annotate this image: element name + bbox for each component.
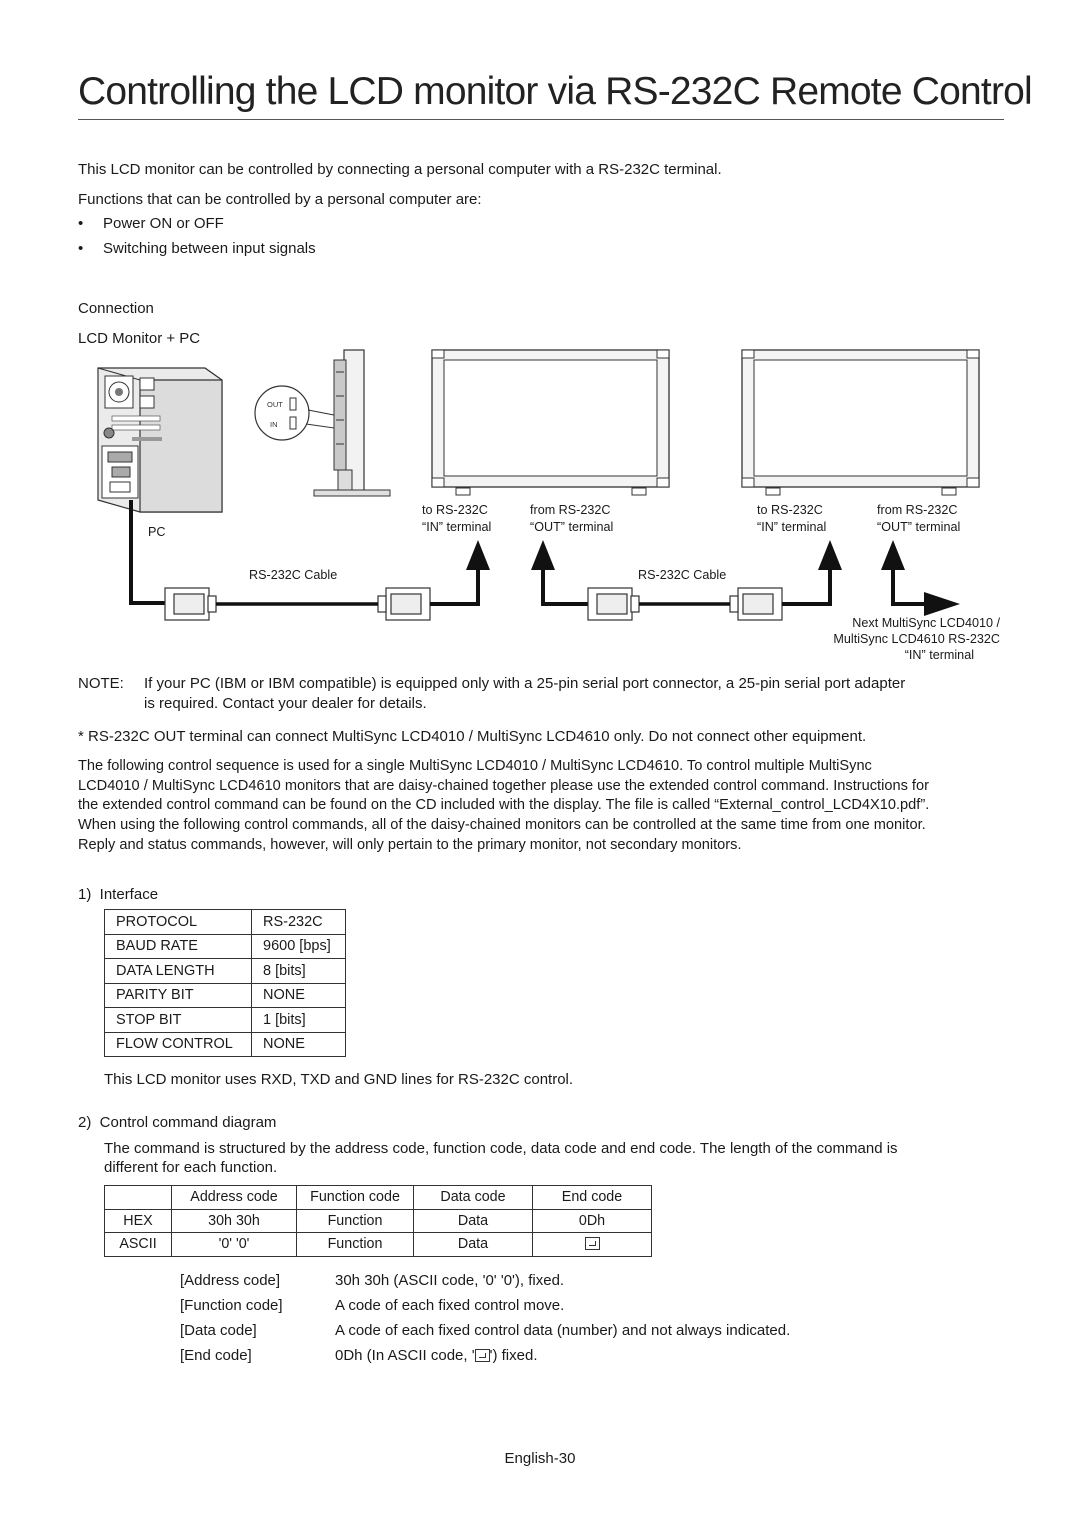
end-code-desc-post: ') fixed. xyxy=(489,1347,538,1364)
param-cell: DATA LENGTH xyxy=(105,959,252,984)
param-cell: BAUD RATE xyxy=(105,934,252,959)
out-terminal-label-2: “OUT” terminal xyxy=(877,520,961,534)
param-cell: STOP BIT xyxy=(105,1008,252,1033)
note-line-2: is required. Contact your dealer for details. xyxy=(144,695,427,712)
next-line-3: “IN” terminal xyxy=(904,648,974,662)
in-terminal-label-2: “IN” terminal xyxy=(757,520,827,534)
param-cell: PARITY BIT xyxy=(105,983,252,1008)
connection-diagram xyxy=(0,0,1080,680)
lcd-monitor-1 xyxy=(432,350,669,495)
page-title: Controlling the LCD monitor via RS-232C Remote Control xyxy=(78,70,1032,113)
table-cell: 0Dh xyxy=(533,1209,652,1233)
definition-term: [Data code] xyxy=(180,1322,257,1339)
to-rs232c-label-1: to RS-232C xyxy=(422,503,488,517)
definition-term: [End code] xyxy=(180,1347,252,1364)
table-cell: 30h 30h xyxy=(172,1209,297,1233)
table-row xyxy=(105,1233,652,1257)
table-cell: '0' '0' xyxy=(172,1233,297,1257)
pc-label: PC xyxy=(148,525,166,539)
definition-desc: A code of each fixed control data (number) and not always indicated. xyxy=(335,1322,791,1339)
row-label-cell: HEX xyxy=(105,1209,172,1233)
header-cell: End code xyxy=(533,1186,652,1210)
paragraph-line: Reply and status commands, however, will only pertain to the primary monitor, not secondary monitors. xyxy=(78,836,742,853)
table-row xyxy=(105,1032,346,1057)
lcd-monitor-side-view xyxy=(314,350,390,496)
enter-key-icon xyxy=(585,1237,600,1250)
next-line-1: Next MultiSync LCD4010 / xyxy=(852,616,1000,630)
from-rs232c-label-1: from RS-232C xyxy=(530,503,611,517)
in-terminal-label: IN xyxy=(270,420,278,429)
paragraph-line: The following control sequence is used for a single MultiSync LCD4010 / MultiSync LCD4610. To control multiple MultiSync xyxy=(78,758,872,774)
bullet-dot: • xyxy=(78,240,84,257)
table-row xyxy=(105,910,346,935)
command-heading: 2) Control command diagram xyxy=(78,1114,277,1131)
bullet-text: Power ON or OFF xyxy=(103,215,224,232)
table-cell xyxy=(533,1233,652,1257)
page-number: English-30 xyxy=(504,1450,576,1467)
out-terminal-label: OUT xyxy=(267,400,283,409)
table-cell: Function xyxy=(297,1209,414,1233)
out-terminal-label-1: “OUT” terminal xyxy=(530,520,614,534)
table-cell: Data xyxy=(414,1209,533,1233)
definition-term: [Address code] xyxy=(180,1272,281,1289)
value-cell: NONE xyxy=(252,983,346,1008)
pc-tower-illustration xyxy=(98,368,222,512)
note-label: NOTE: xyxy=(78,675,124,692)
from-rs232c-label-2: from RS-232C xyxy=(877,503,958,517)
connection-subheading: LCD Monitor + PC xyxy=(78,330,201,347)
value-cell: 8 [bits] xyxy=(252,959,346,984)
header-cell: Data code xyxy=(414,1186,533,1210)
definition-term: [Function code] xyxy=(180,1297,283,1314)
next-line-2: MultiSync LCD4610 RS-232C xyxy=(833,632,1000,646)
value-cell: NONE xyxy=(252,1032,346,1057)
command-table xyxy=(104,1185,652,1257)
definition-desc: 30h 30h (ASCII code, '0' '0'), fixed. xyxy=(335,1272,565,1289)
command-desc-2: different for each function. xyxy=(104,1159,278,1176)
header-cell xyxy=(105,1186,172,1210)
to-rs232c-label-2: to RS-232C xyxy=(757,503,823,517)
table-row xyxy=(105,983,346,1008)
table-cell: Function xyxy=(297,1233,414,1257)
value-cell: 1 [bits] xyxy=(252,1008,346,1033)
command-desc-1: The command is structured by the address code, function code, data code and end code. The length of the command is xyxy=(104,1140,898,1157)
intro-line-1: This LCD monitor can be controlled by connecting a personal computer with a RS-232C terminal. xyxy=(78,161,722,178)
table-row xyxy=(105,1186,652,1210)
bullet-dot: • xyxy=(78,215,84,232)
table-row xyxy=(105,934,346,959)
terminal-callout xyxy=(255,386,336,440)
interface-heading: 1) Interface xyxy=(78,886,159,903)
asterisk-note: * RS-232C OUT terminal can connect MultiSync LCD4010 / MultiSync LCD4610 only. Do not connect other equipment. xyxy=(78,728,867,745)
table-row xyxy=(105,1008,346,1033)
end-code-desc-pre: 0Dh (In ASCII code, ' xyxy=(335,1347,475,1364)
param-cell: PROTOCOL xyxy=(105,910,252,935)
in-terminal-label-1: “IN” terminal xyxy=(422,520,492,534)
bullet-text: Switching between input signals xyxy=(103,240,316,257)
lcd-monitor-2 xyxy=(742,350,979,495)
table-cell: Data xyxy=(414,1233,533,1257)
interface-table xyxy=(104,909,346,1057)
paragraph-line: the extended control command can be found on the CD included with the display. The file is called “External_control_LCD4X10.pdf”. xyxy=(78,797,930,814)
paragraph-line: When using the following control commands, all of the daisy-chained monitors can be controlled at the same time from one monitor. xyxy=(78,817,926,834)
definition-desc: A code of each fixed control move. xyxy=(335,1297,565,1314)
cable-label-1: RS-232C Cable xyxy=(249,568,338,582)
intro-line-2: Functions that can be controlled by a personal computer are: xyxy=(78,191,482,208)
enter-key-icon xyxy=(475,1349,490,1362)
row-label-cell: ASCII xyxy=(105,1233,172,1257)
paragraph-line: LCD4010 / MultiSync LCD4610 monitors that are daisy-chained together please use the extended control command. Instructions for xyxy=(78,777,929,794)
note-line-1: If your PC (IBM or IBM compatible) is equipped only with a 25-pin serial port connector, a 25-pin serial port adapter xyxy=(144,675,906,692)
param-cell: FLOW CONTROL xyxy=(105,1032,252,1057)
definition-desc xyxy=(335,1347,538,1364)
value-cell: 9600 [bps] xyxy=(252,934,346,959)
table-row xyxy=(105,959,346,984)
connection-heading: Connection xyxy=(78,300,154,317)
header-cell: Function code xyxy=(297,1186,414,1210)
sequence-paragraph xyxy=(78,757,1004,856)
table-row xyxy=(105,1209,652,1233)
next-monitor-label xyxy=(833,615,1000,663)
header-cell: Address code xyxy=(172,1186,297,1210)
cable-label-2: RS-232C Cable xyxy=(638,568,727,582)
value-cell: RS-232C xyxy=(252,910,346,935)
interface-lines-note: This LCD monitor uses RXD, TXD and GND lines for RS-232C control. xyxy=(104,1071,574,1088)
